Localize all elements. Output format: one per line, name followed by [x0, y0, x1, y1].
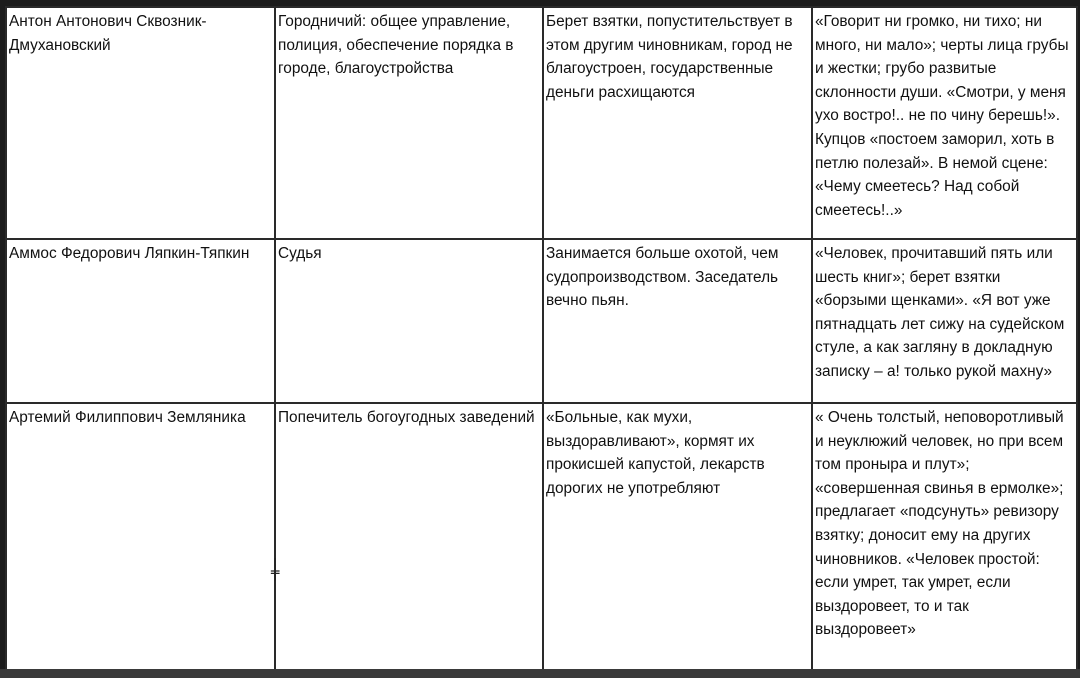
character-role: Судья: [278, 245, 322, 262]
character-traits: «Говорит ни громко, ни тихо; ни много, ни мало»; черты лица грубы и жестки; грубо развитые склонности души. «Смотри, у меня ухо востро!.. не по чину берешь!». Купцов «постоем заморил, хоть в петлю полезай». В немой сцене: «Чему смеетесь? Над собой смеетесь!..»: [815, 13, 1069, 219]
affairs-state: Берет взятки, попустительствует в этом другим чиновникам, город не благоустроен, государственные деньги расхищаются: [546, 13, 793, 101]
cell-state: [543, 7, 812, 239]
cell-name: [6, 239, 275, 403]
cell-traits: [812, 239, 1077, 403]
character-name: Артемий Филиппович Земляника: [9, 409, 246, 426]
character-role: Городничий: общее управление, полиция, обеспечение порядка в городе, благоустройства: [278, 13, 514, 78]
character-name: Антон Антонович Сквозник-Дмухановский: [9, 13, 207, 54]
table-row: [6, 7, 1077, 239]
character-traits: « Очень толстый, неповоротливый и неуклюжий человек, но при всем том проныра и плут»; «совершенная свинья в ермолке»; предлагает «подсунуть» ревизору взятку; доносит ему на других чиновников. «Человек простой: если умрет, так умрет, если выздоровеет, то и так выздоровеет»: [815, 409, 1064, 639]
cell-name: [6, 403, 280, 678]
cell-role: [275, 239, 543, 403]
cell-traits: [812, 403, 1077, 678]
text-cursor-mark: ╷ ╪: [271, 551, 280, 581]
affairs-state: «Больные, как мухи, выздоравливают», кормят их прокисшей капустой, лекарств дорогих не употребляют: [546, 409, 765, 497]
cell-role: [275, 7, 543, 239]
character-traits: «Человек, прочитавший пять или шесть книг»; берет взятки «борзыми щенками». «Я вот уже пятнадцать лет сижу на судейском стуле, а как загляну в докладную записку – а! только рукой махну»: [815, 245, 1065, 380]
cell-role: [275, 403, 543, 678]
character-role: Попечитель богоугодных заведений: [278, 409, 535, 426]
table-row: [6, 403, 1077, 678]
affairs-state: Занимается больше охотой, чем судопроизводством. Заседатель вечно пьян.: [546, 245, 779, 310]
character-name: Аммос Федорович Ляпкин-Тяпкин: [9, 245, 250, 262]
characters-table: [5, 6, 1078, 678]
bottom-border: [0, 669, 1080, 678]
cell-state: [543, 239, 812, 403]
cell-name: [6, 7, 275, 239]
cell-state: [543, 403, 812, 678]
cell-traits: [812, 7, 1077, 239]
table-row: [6, 239, 1077, 403]
